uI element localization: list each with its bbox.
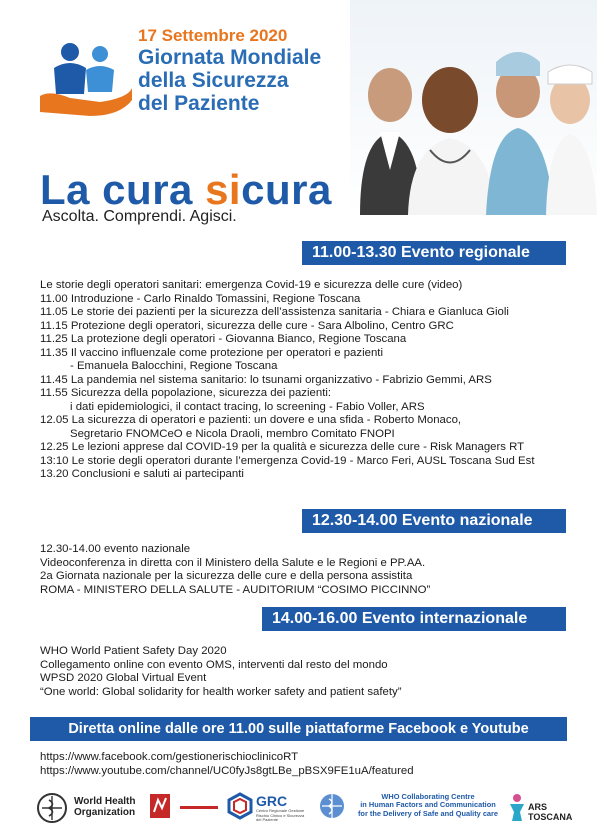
- section-bar-nazionale: 12.30-14.00 Evento nazionale: [302, 509, 566, 533]
- who-text: [74, 796, 135, 818]
- who-emblem-icon: [318, 792, 346, 820]
- program-line: “One world: Global solidarity for health worker safety and patient safety”: [40, 685, 402, 698]
- facebook-link[interactable]: https://www.facebook.com/gestionerischioclinicoRT: [40, 751, 299, 763]
- program-line: 12.30-14.00 evento nazionale: [40, 543, 191, 555]
- section-bar-internazionale: 14.00-16.00 Evento internazionale: [262, 607, 566, 631]
- program-line: 11.00 Introduzione - Carlo Rinaldo Tomassini, Regione Toscana: [40, 292, 361, 305]
- who-emblem-icon: [36, 792, 68, 824]
- program-line: 11.45 La pandemia nel sistema sanitario: lo tsunami organizzativo - Fabrizio Gemmi, ARS: [40, 373, 492, 386]
- program-line: 11.05 Le storie dei pazienti per la sicurezza dell’assistenza sanitaria - Chiara e Gianluca Gioli: [40, 306, 509, 318]
- title-line: del Paziente: [138, 92, 260, 115]
- ars-text: ARS TOSCANA: [528, 802, 573, 822]
- program-internazionale: [40, 645, 402, 699]
- program-line: 11.25 La protezione degli operatori - Giovanna Bianco, Regione Toscana: [40, 333, 407, 345]
- who-text-line: World Health: [74, 796, 136, 807]
- program-nazionale: [40, 543, 430, 597]
- wcc-text-line: WHO Collaborating Centre: [381, 792, 475, 801]
- title-line: della Sicurezza: [138, 69, 289, 92]
- program-line: WPSD 2020 Global Virtual Event: [40, 672, 207, 684]
- wcc-text-line: in Human Factors and Communication: [360, 800, 496, 810]
- program-line: Collegamento online con evento OMS, interventi dal resto del mondo: [40, 658, 388, 671]
- program-line: Le storie degli operatori sanitari: emergenza Covid-19 e sicurezza delle cure (video): [40, 279, 463, 291]
- title-line: Giornata Mondiale: [138, 46, 322, 69]
- grc-logo: [226, 792, 306, 824]
- wcc-logo: [348, 792, 498, 824]
- tagline-part: La cura: [40, 166, 206, 213]
- program-line: 13.20 Conclusioni e saluti ai partecipanti: [40, 468, 244, 480]
- campaign-tagline: [40, 166, 332, 214]
- program-line: 12.05 La sicurezza di operatori e pazienti: un dovere e una sfida - Roberto Monaco,: [40, 414, 462, 426]
- section-bar-regional: 11.00-13.30 Evento regionale: [302, 241, 566, 265]
- program-line: Videoconferenza in diretta con il Ministero della Salute e le Regioni e PP.AA.: [40, 556, 426, 569]
- healthcare-workers-photo: [350, 0, 597, 215]
- wcc-text-line: for the Delivery of Safe and Quality care: [357, 808, 499, 818]
- partner-logos: [30, 792, 573, 824]
- who-logo: [36, 792, 146, 824]
- tagline-part: cura: [241, 166, 332, 213]
- program-line: 13:10 Le storie degli operatori durante l’emergenza Covid-19 - Marco Feri, AUSL Toscana Sud Est: [40, 454, 535, 467]
- grc-hexagon-icon: [226, 792, 254, 820]
- program-line: WHO World Patient Safety Day 2020: [40, 645, 227, 657]
- program-line: 2a Giornata nazionale per la sicurezza delle cure e della persona assistita: [40, 570, 413, 582]
- program-line: Segretario FNOMCeO e Nicola Draoli, membro Comitato FNOPI: [70, 427, 395, 440]
- program-line: 11.55 Sicurezza della popolazione, sicurezza dei pazienti:: [40, 387, 332, 399]
- tagline-accent: si: [205, 166, 242, 213]
- patient-safety-logo: [40, 42, 132, 120]
- program-line: 11.15 Protezione degli operatori, sicurezza delle cure - Sara Albolino, Centro GRC: [40, 319, 454, 332]
- grc-text: GRC: [256, 793, 288, 809]
- ars-person-icon: [508, 792, 526, 822]
- livestream-links: [40, 751, 414, 778]
- livestream-banner: Diretta online dalle ore 11.00 sulle piattaforme Facebook e Youtube: [30, 717, 567, 741]
- program-line: 11.35 Il vaccino influenzale come protezione per operatori e pazienti: [40, 346, 383, 359]
- program-regional: [40, 279, 535, 482]
- who-text-line: Organization: [74, 807, 136, 818]
- wcc-text: [348, 793, 508, 818]
- ars-toscana-logo: [508, 792, 573, 824]
- regione-toscana-logo: [148, 792, 172, 824]
- program-line: ROMA - MINISTERO DELLA SALUTE - AUDITORIUM “COSIMO PICCINNO”: [40, 583, 431, 596]
- event-date: 17 Settembre 2020: [138, 26, 288, 45]
- program-line: - Emanuela Balocchini, Regione Toscana: [70, 360, 278, 372]
- campaign-subtitle: Ascolta. Comprendi. Agisci.: [42, 208, 237, 225]
- who-collaborating-emblem: [318, 792, 346, 824]
- program-line: i dati epidemiologici, il contact tracing, lo screening - Fabio Voller, ARS: [70, 400, 425, 413]
- grc-subtext: Centro Regionale Gestione Rischio Clinico e Sicurezza del Paziente: [256, 808, 305, 822]
- program-line: 12.25 Le lezioni apprese dal COVID-19 per la qualità e sicurezza delle cure - Risk Managers RT: [40, 441, 525, 453]
- youtube-link[interactable]: https://www.youtube.com/channel/UC0fyJs8gtLBe_pBSX9FE1uA/featured: [40, 764, 414, 777]
- event-title: [138, 46, 321, 115]
